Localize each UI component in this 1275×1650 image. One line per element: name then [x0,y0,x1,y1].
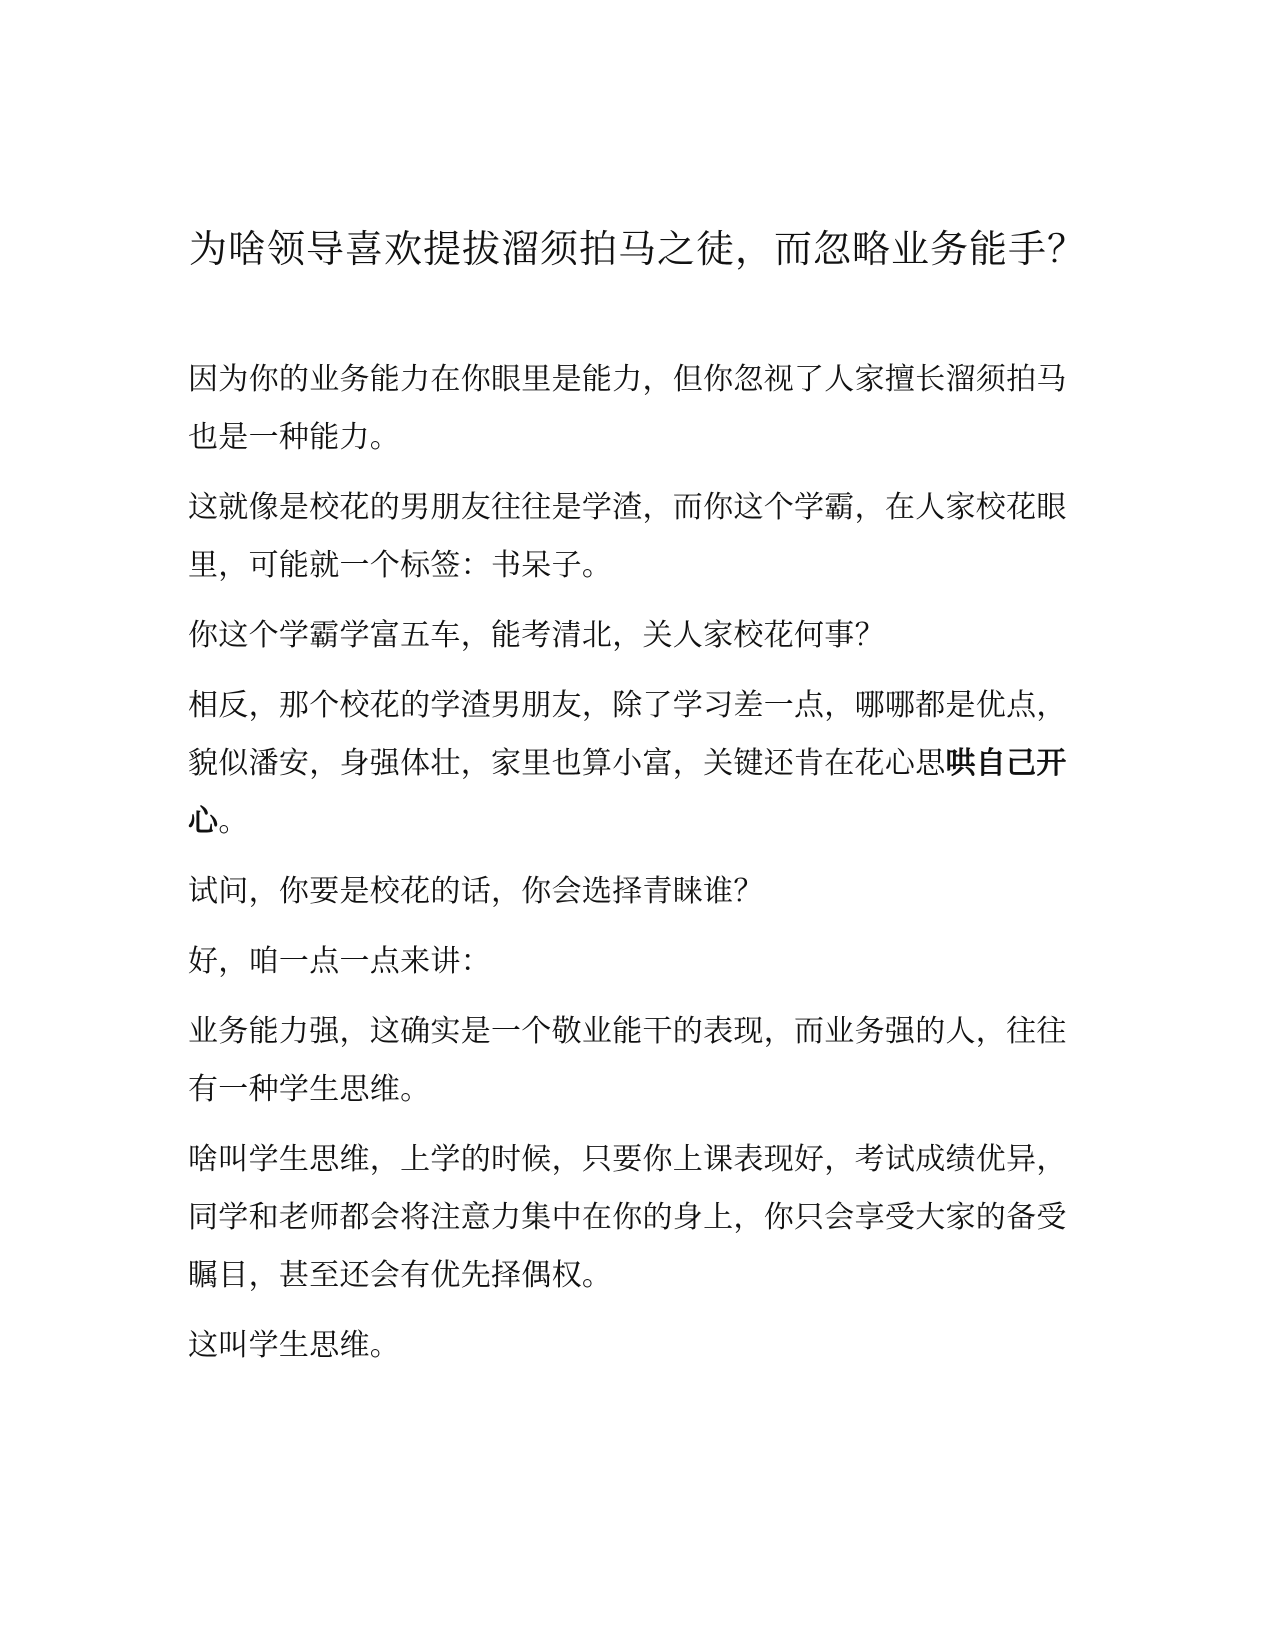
paragraph-4-bold: 哄自己开心 [188,746,1067,839]
document-body [188,351,1088,1387]
paragraph-8: 啥叫学生思维，上学的时候，只要你上课表现好，考试成绩优异，同学和老师都会将注意力集中在你的身上，你只会享受大家的备受瞩目，甚至还会有优先择偶权。 [188,1142,1067,1293]
paragraph-4-end: 。 [218,804,249,839]
document-title: 为啥领导喜欢提拔溜须拍马之徒，而忽略业务能手？ [188,227,1086,271]
paragraph-2: 这就像是校花的男朋友往往是学渣，而你这个学霸，在人家校花眼里，可能就一个标签：书呆子。 [188,490,1067,583]
paragraph-9: 这叫学生思维。 [188,1328,401,1363]
paragraph-5: 试问，你要是校花的话，你会选择青睐谁？ [188,874,764,909]
paragraph-7: 业务能力强，这确实是一个敬业能干的表现，而业务强的人，往往有一种学生思维。 [188,1014,1067,1107]
paragraph-4-text: 相反，那个校花的学渣男朋友，除了学习差一点，哪哪都是优点，貌似潘安，身强体壮，家里也算小富，关键还肯在花心思 [188,688,1067,781]
paragraph-1: 因为你的业务能力在你眼里是能力，但你忽视了人家擅长溜须拍马也是一种能力。 [188,362,1067,455]
paragraph-6: 好，咱一点一点来讲： [188,944,491,979]
paragraph-4 [188,677,1088,851]
paragraph-3: 你这个学霸学富五车，能考清北，关人家校花何事？ [188,618,885,653]
